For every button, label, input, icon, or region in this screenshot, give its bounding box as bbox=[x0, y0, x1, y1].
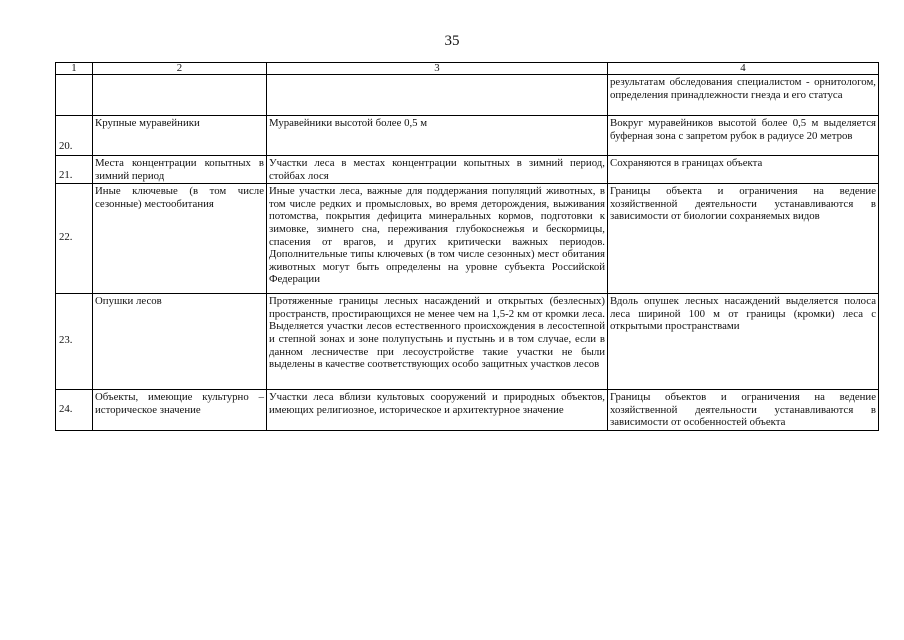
description-cell: Иные участки леса, важные для поддержания популяций животных, в том числе редких и промысловых, во время деторождения, выживания потомства, покрытия дефицита минеральных кормов, подготовки к зимовке, зимнего сна, переживания глубокоснежья и бескормицы, спасения от врагов, и других критически важных периодов. Дополнительные типы ключевых (в том числе сезонных) мест обитания животных могут быть определены на уровне субъекта Российской Федерации bbox=[267, 184, 608, 294]
table-row bbox=[56, 156, 879, 184]
row-number-cell bbox=[56, 75, 93, 116]
protected-sites-table bbox=[55, 62, 879, 431]
row-number-cell: 24. bbox=[56, 390, 93, 431]
table-row bbox=[56, 390, 879, 431]
page-number: 35 bbox=[444, 33, 460, 49]
column-header-row bbox=[56, 63, 879, 75]
table-row bbox=[56, 184, 879, 294]
column-header-2: 2 bbox=[93, 63, 267, 75]
site-name-cell: Крупные муравейники bbox=[93, 116, 267, 156]
site-name-cell: Иные ключевые (в том числе сезонные) местообитания bbox=[93, 184, 267, 294]
table-row bbox=[56, 294, 879, 390]
row-number-cell: 20. bbox=[56, 116, 93, 156]
measures-cell: Вокруг муравейников высотой более 0,5 м выделяется буферная зона с запретом рубок в радиусе 20 метров bbox=[608, 116, 879, 156]
measures-cell: результатам обследования специалистом - орнитологом, определения принадлежности гнезда и его статуса bbox=[608, 75, 879, 116]
description-cell: Участки леса в местах концентрации копытных в зимний период, стойбах лося bbox=[267, 156, 608, 184]
measures-cell: Вдоль опушек лесных насаждений выделяется полоса леса шириной 100 м от границы (кромки) леса с открытыми пространствами bbox=[608, 294, 879, 390]
description-cell: Протяженные границы лесных насаждений и открытых (безлесных) пространств, простирающихся не менее чем на 1,5-2 км от кромки леса. Выделяется участки лесов естественного происхождения в лесостепной и степной зонах и зоне полупустынь и пустынь и в том случае, если в данном лесничестве при лесоустройстве такие участки не были выделены в качестве соответствующих особо защитных участков лесов bbox=[267, 294, 608, 390]
column-header-4: 4 bbox=[608, 63, 879, 75]
site-name-cell: Опушки лесов bbox=[93, 294, 267, 390]
row-number-cell: 23. bbox=[56, 294, 93, 390]
description-cell: Муравейники высотой более 0,5 м bbox=[267, 116, 608, 156]
table-row bbox=[56, 116, 879, 156]
site-name-cell bbox=[93, 75, 267, 116]
column-header-3: 3 bbox=[267, 63, 608, 75]
row-number-cell: 21. bbox=[56, 156, 93, 184]
row-number-cell: 22. bbox=[56, 184, 93, 294]
measures-cell: Границы объектов и ограничения на ведение хозяйственной деятельности устанавливаются в зависимости от особенностей объекта bbox=[608, 390, 879, 431]
site-name-cell: Места концентрации копытных в зимний период bbox=[93, 156, 267, 184]
measures-cell: Сохраняются в границах объекта bbox=[608, 156, 879, 184]
description-cell: Участки леса вблизи культовых сооружений и природных объектов, имеющих религиозное, историческое и архитектурное значение bbox=[267, 390, 608, 431]
table-row-continuation bbox=[56, 75, 879, 116]
column-header-1: 1 bbox=[56, 63, 93, 75]
site-name-cell: Объекты, имеющие культурно – историческое значение bbox=[93, 390, 267, 431]
measures-cell: Границы объекта и ограничения на ведение хозяйственной деятельности устанавливаются в зависимости от биологии сохраняемых видов bbox=[608, 184, 879, 294]
description-cell bbox=[267, 75, 608, 116]
